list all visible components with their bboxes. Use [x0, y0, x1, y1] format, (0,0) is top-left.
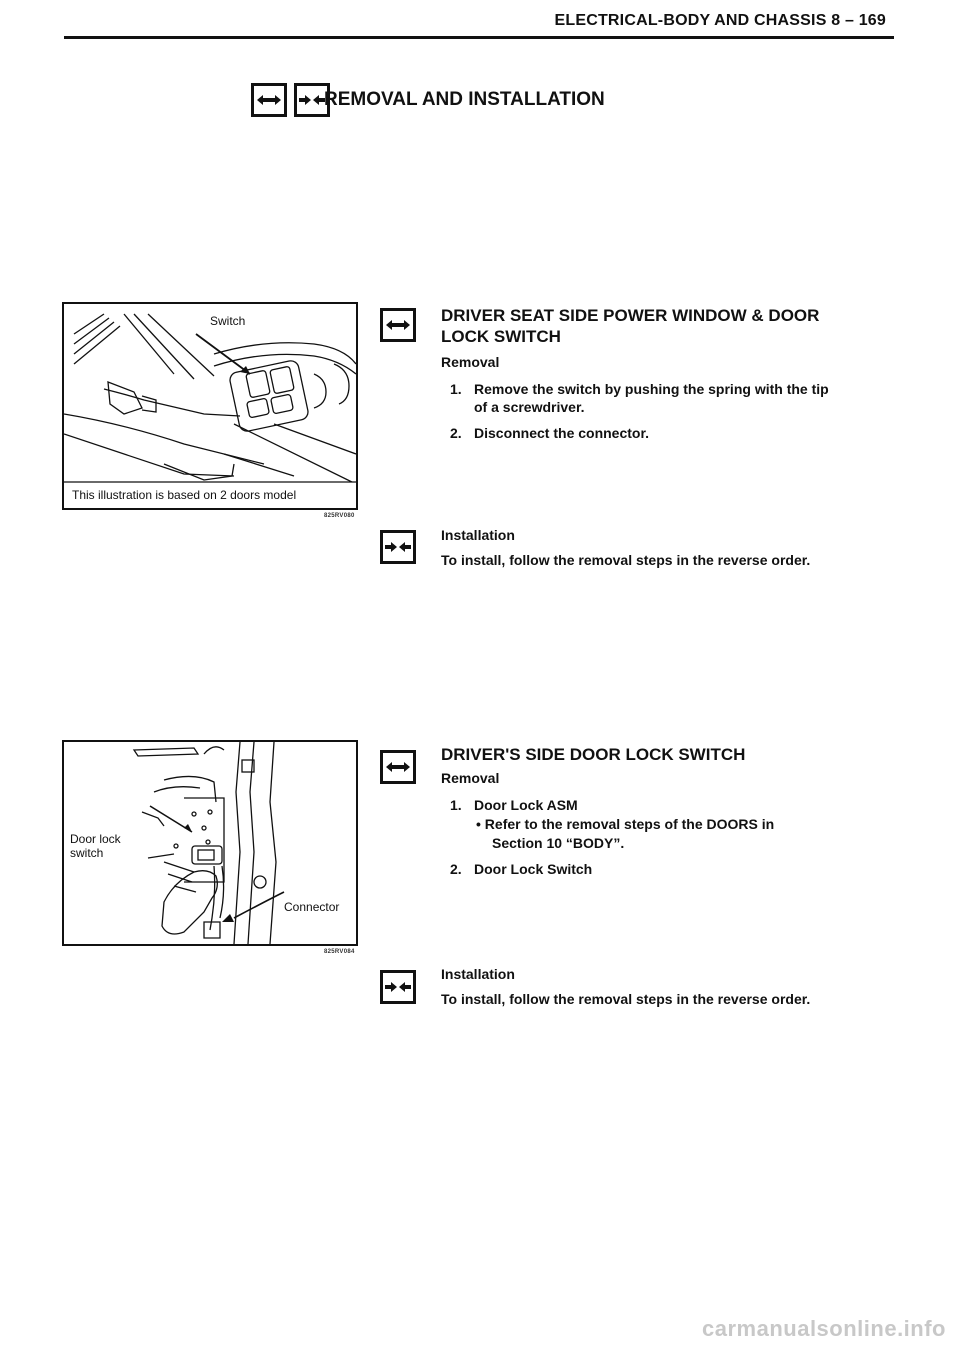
figure-label-door-lock-line1: Door lock	[70, 832, 121, 846]
removal-arrows-icon	[380, 308, 416, 342]
figure-code: 825RV084	[324, 949, 355, 955]
removal-arrows-icon	[380, 750, 416, 784]
removal-label: Removal	[441, 354, 500, 370]
step-number: 2.	[450, 861, 462, 877]
step-number: 2.	[450, 425, 462, 441]
figure-caption: This illustration is based on 2 doors model	[72, 488, 297, 502]
header-rule	[64, 36, 894, 39]
main-title: REMOVAL AND INSTALLATION	[324, 89, 605, 110]
step-text: Disconnect the connector.	[474, 425, 650, 441]
step-item	[450, 860, 592, 878]
step-bullet: • Refer to the removal steps of the DOORS in	[476, 816, 775, 832]
step-text: Door Lock ASM	[474, 797, 578, 813]
installation-arrows-icon	[380, 530, 416, 564]
step-text-continued: of a screwdriver.	[474, 399, 585, 415]
figure-label-door-lock-line2: switch	[70, 846, 104, 860]
step-number: 1.	[450, 381, 462, 397]
figure-label-door-lock	[70, 832, 121, 860]
installation-text: To install, follow the removal steps in the reverse order.	[441, 552, 811, 568]
installation-text: To install, follow the removal steps in the reverse order.	[441, 991, 811, 1007]
section-title: DRIVER'S SIDE DOOR LOCK SWITCH	[441, 745, 746, 764]
figure-door-lock-switch	[62, 740, 358, 946]
figure-code: 825RV080	[324, 513, 355, 519]
step-text: Door Lock Switch	[474, 861, 593, 877]
step-number: 1.	[450, 797, 462, 813]
removal-arrows-icon	[251, 83, 287, 117]
figure-label-switch: Switch	[210, 314, 246, 328]
figure-label-connector: Connector	[284, 900, 340, 914]
window-switch-illustration	[64, 304, 356, 508]
page-header-title: ELECTRICAL-BODY AND CHASSIS 8 – 169	[554, 12, 886, 29]
step-text: Remove the switch by pushing the spring with the tip	[474, 381, 829, 397]
step-bullet-continued: Section 10 “BODY”.	[492, 835, 625, 851]
installation-label: Installation	[441, 966, 515, 982]
step-item	[450, 796, 578, 814]
installation-arrows-icon	[380, 970, 416, 1004]
step-item	[450, 380, 829, 398]
section-title-line2: LOCK SWITCH	[441, 327, 561, 346]
figure-window-switch	[62, 302, 358, 510]
step-item	[450, 424, 649, 442]
installation-label: Installation	[441, 527, 515, 543]
removal-label: Removal	[441, 770, 500, 786]
section-title-line1: DRIVER SEAT SIDE POWER WINDOW & DOOR	[441, 306, 820, 325]
watermark: carmanualsonline.info	[702, 1316, 946, 1341]
